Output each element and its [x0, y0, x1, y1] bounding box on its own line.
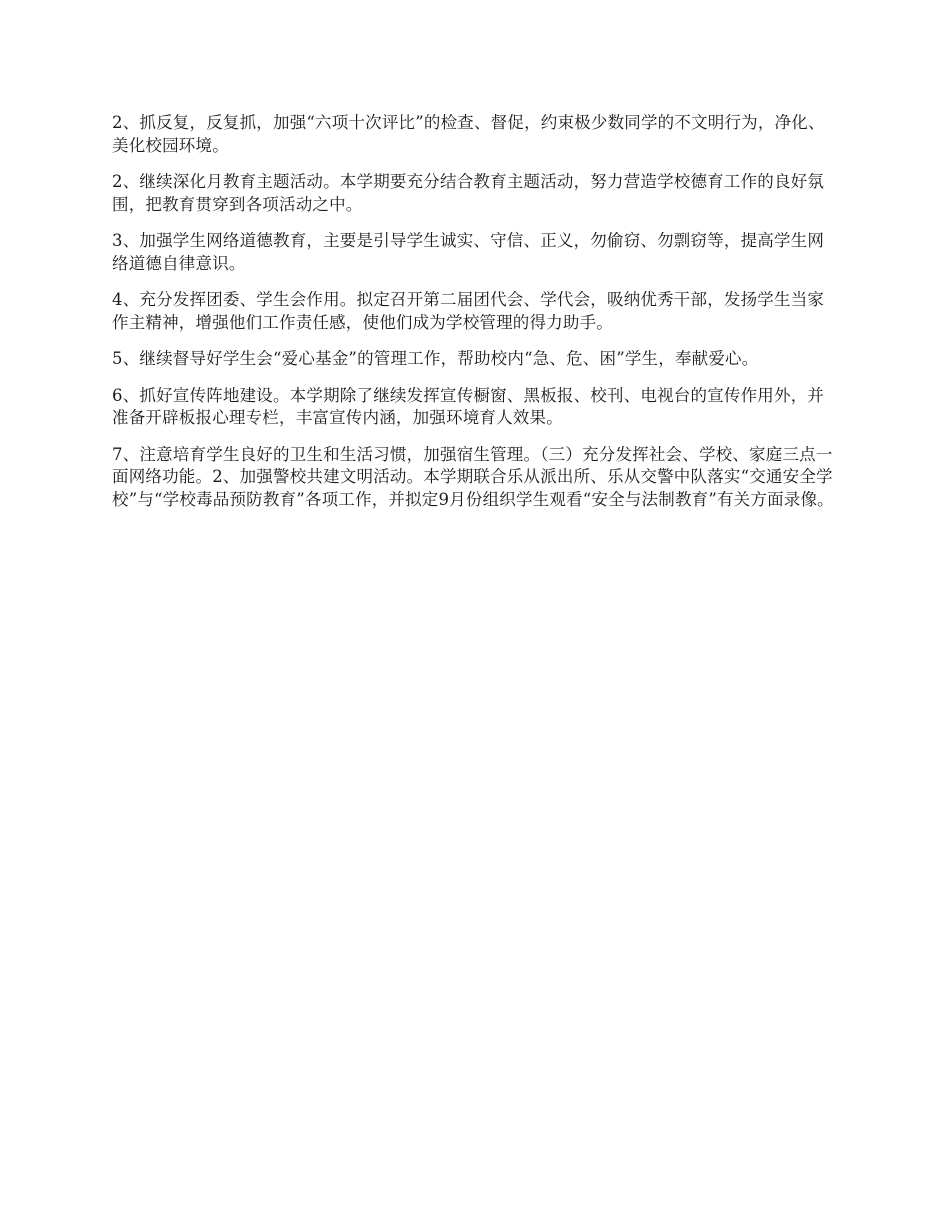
paragraph-1: 2、抓反复，反复抓，加强“六项十次评比”的检查、督促，约束极少数同学的不文明行为，净化、美化校园环境。	[112, 113, 825, 155]
paragraph-2: 2、继续深化月教育主题活动。本学期要充分结合教育主题活动，努力营造学校德育工作的良好氛围，把教育贯穿到各项活动之中。	[112, 172, 825, 214]
paragraph-7: 7、注意培育学生良好的卫生和生活习惯，加强宿生管理。（三）充分发挥社会、学校、家庭三点一面网络功能。2、加强警校共建文明活动。本学期联合乐从派出所、乐从交警中队落实“交通安全学校”与“学校毒品预防教育”各项工作，并拟定9月份组织学生观看“安全与法制教育”有关方面录像。	[112, 444, 834, 509]
paragraph-3: 3、加强学生网络道德教育，主要是引导学生诚实、守信、正义，勿偷窃、勿剽窃等，提高学生网络道德自律意识。	[112, 231, 825, 273]
paragraph-4: 4、充分发挥团委、学生会作用。拟定召开第二届团代会、学代会，吸纳优秀干部，发扬学生当家作主精神，增强他们工作责任感，使他们成为学校管理的得力助手。	[112, 290, 825, 332]
paragraph-6: 6、抓好宣传阵地建设。本学期除了继续发挥宣传橱窗、黑板报、校刊、电视台的宣传作用外，并准备开辟板报心理专栏，丰富宣传内涵，加强环境育人效果。	[112, 385, 825, 427]
paragraph-5: 5、继续督导好学生会“爱心基金”的管理工作，帮助校内“急、危、困”学生，奉献爱心。	[112, 349, 759, 368]
document-body	[112, 112, 838, 525]
